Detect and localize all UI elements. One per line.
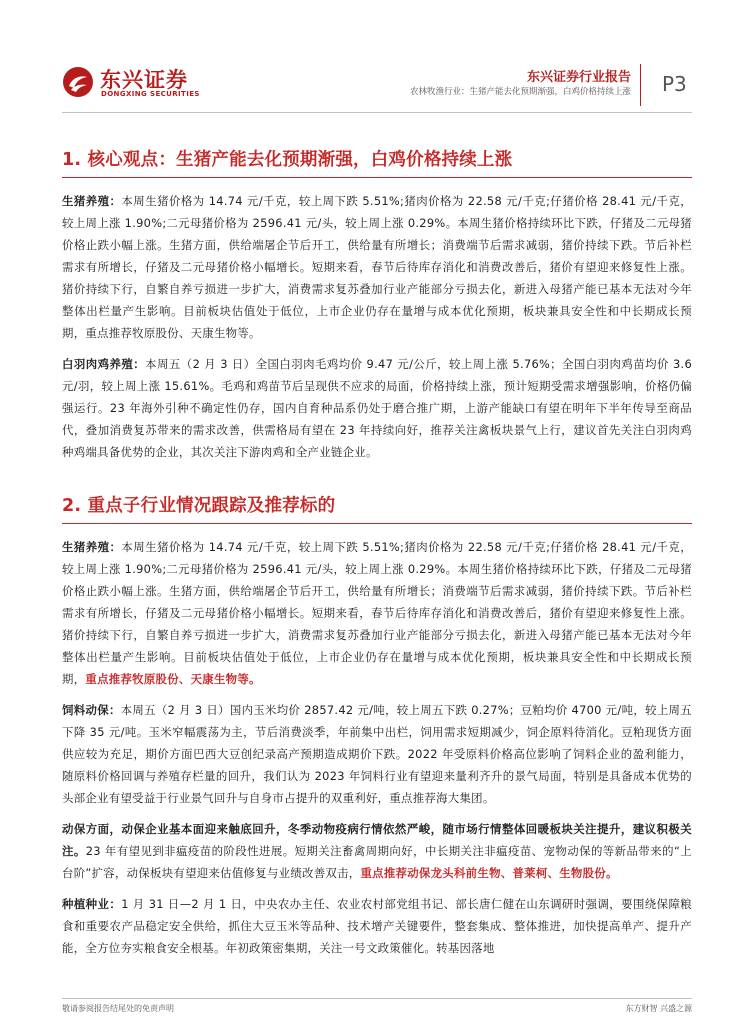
section-2-animal-health-paragraph — [62, 818, 692, 884]
paragraph-body: 23 年有望见到非瘟疫苗的阶段性进展。短期关注畜禽周期向好，中长期关注非瘟疫苗、宠物动保的等新品带来的“上台阶”扩容，动保板块有望迎来估值修复与业绩改善双击， — [62, 844, 692, 880]
logo-english: DONGXING SECURITIES — [101, 90, 200, 98]
paragraph-body: 本周生猪价格为 14.74 元/千克，较上周下跌 5.51%;猪肉价格为 22.58 元/千克;仔猪价格 28.41 元/千克，较上周上涨 1.90%;二元母猪价格为 2596.41 元/头，较上周上涨 0.29%。本周生猪价格持续环比下跌，仔猪及二元母猪价格止跌小幅上涨。生猪方面，供给端屠企节后开工，供给量有所增长；消费端节后需求减弱，猪价持续下跌。节后补栏需求有所增长，仔猪及二元母猪价格小幅增长。短期来看，春节后待库存消化和消费改善后，猪价有望迎来修复性上涨。猪价持续下行，自繁自养亏损进一步扩大，消费需求复苏叠加行业产能部分亏损去化，新进入母猪产能已基本无法对今年整体出栏量产生影响。目前板块估值处于低位，上市企业仍存在量增与成本优化预期，板块兼具安全性和中长期成长预期， — [62, 540, 692, 686]
section-2-feed-paragraph — [62, 699, 692, 809]
footer-slogan: 东方财智 兴盛之源 — [625, 1004, 692, 1013]
page-footer — [62, 998, 692, 1015]
report-body — [62, 136, 692, 968]
header-divider — [640, 64, 641, 106]
paragraph-lead: 种植种业： — [62, 897, 122, 911]
page-header — [0, 0, 755, 110]
disclaimer-note: 敬请参阅报告结尾处的免责声明 — [62, 1004, 174, 1013]
paragraph-lead: 生猪养殖： — [62, 194, 122, 208]
paragraph-lead: 动保方面，动保企业基本面迎来触底回升，冬季动物疫病行情依然严峻，随市场行情整体回暖板块关注提升，建议积极关注。 — [62, 822, 692, 858]
paragraph-lead: 白羽肉鸡养殖： — [62, 357, 146, 371]
paragraph-lead: 饲料动保： — [62, 703, 121, 717]
paragraph-body: 本周五（2 月 3 日）全国白羽肉毛鸡均价 9.47 元/公斤，较上周上涨 5.76%；全国白羽肉鸡苗均价 3.6 元/羽，较上周上涨 15.61%。毛鸡和鸡苗节后呈现供不应求的局面，价格持续上涨，预计短期受需求增强影响，价格仍偏强运行。23 年海外引种不确定性仍存，国内自育种品系仍处于磨合推广期，上游产能缺口有望在明年下半年传导至商品代，叠加消费复苏带来的需求改善，供需格局有望在 23 年持续向好，推荐关注禽板块景气上行，建议首先关注白羽肉鸡种鸡端具备优势的企业，其次关注下游肉鸡和全产业链企业。 — [62, 357, 692, 459]
report-subtitle: 农林牧渔行业：生猪产能去化预期渐强，白鸡价格持续上涨 — [409, 87, 631, 97]
page-number: P3 — [662, 72, 687, 96]
recommendation-text: 重点推荐动保龙头科前生物、普莱柯、生物股份。 — [360, 866, 618, 880]
section-1-broiler-paragraph — [62, 353, 692, 463]
paragraph-body: 1 月 31 日—2 月 1 日，中央农办主任、农业农村部党组书记、部长唐仁健在山东调研时强调，要围绕保障粮食和重要农产品稳定安全供给，抓住大豆玉米等品种、技术增产关键要件，整套集成、整体推进，加快提高单产、提升产能，全方位夯实粮食安全根基。年初政策密集期，关注一号文政策催化。转基因落地 — [62, 897, 692, 955]
dongxing-logo-icon — [62, 66, 94, 98]
section-2-hog-paragraph — [62, 536, 692, 690]
recommendation-text: 重点推荐牧原股份、天康生物等。 — [85, 672, 261, 686]
report-title: 东兴证券行业报告 — [526, 70, 631, 85]
header-rule — [62, 112, 692, 113]
section-spacer — [62, 472, 692, 482]
section-2-seed-paragraph — [62, 893, 692, 959]
paragraph-lead: 生猪养殖： — [62, 540, 122, 554]
paragraph-body: 本周五（2 月 3 日）国内玉米均价 2857.42 元/吨，较上周五下跌 0.27%；豆粕均价 4700 元/吨，较上周五下降 35 元/吨。玉米窄幅震荡为主，节后消费淡季，年前集中出栏，饲用需求短期减少，饲企原料待消化。豆粕现货方面供应较为充足，期价方面巴西大豆创纪录高产预期造成期价下跌。2022 年受原料价格高位影响了饲料企业的盈利能力，随原料价格回调与养殖存栏量的回升，我们认为 2023 年饲料行业有望迎来量利齐升的景气局面，特别是具备成本优势的头部企业有望受益于行业景气回升与自身市占提升的双重利好，重点推荐海大集团。 — [62, 703, 692, 805]
section-1-title: 1. 核心观点：生猪产能去化预期渐强，白鸡价格持续上涨 — [62, 146, 692, 178]
section-1-hog-paragraph — [62, 190, 692, 344]
paragraph-body: 本周生猪价格为 14.74 元/千克，较上周下跌 5.51%;猪肉价格为 22.58 元/千克;仔猪价格 28.41 元/千克，较上周上涨 1.90%;二元母猪价格为 2596.41 元/头，较上周上涨 0.29%。本周生猪价格持续环比下跌，仔猪及二元母猪价格止跌小幅上涨。生猪方面，供给端屠企节后开工，供给量有所增长；消费端节后需求减弱，猪价持续下跌。节后补栏需求有所增长，仔猪及二元母猪价格小幅增长。短期来看，春节后待库存消化和消费改善后，猪价有望迎来修复性上涨。猪价持续下行，自繁自养亏损进一步扩大，消费需求复苏叠加行业产能部分亏损去化，新进入母猪产能已基本无法对今年整体出栏量产生影响。目前板块估值处于低位，上市企业仍存在量增与成本优化预期，板块兼具安全性和中长期成长预期，重点推荐牧原股份、天康生物等。 — [62, 194, 692, 340]
logo-text: 东兴证券 — [100, 68, 188, 92]
section-2-title: 2. 重点子行业情况跟踪及推荐标的 — [62, 492, 692, 524]
